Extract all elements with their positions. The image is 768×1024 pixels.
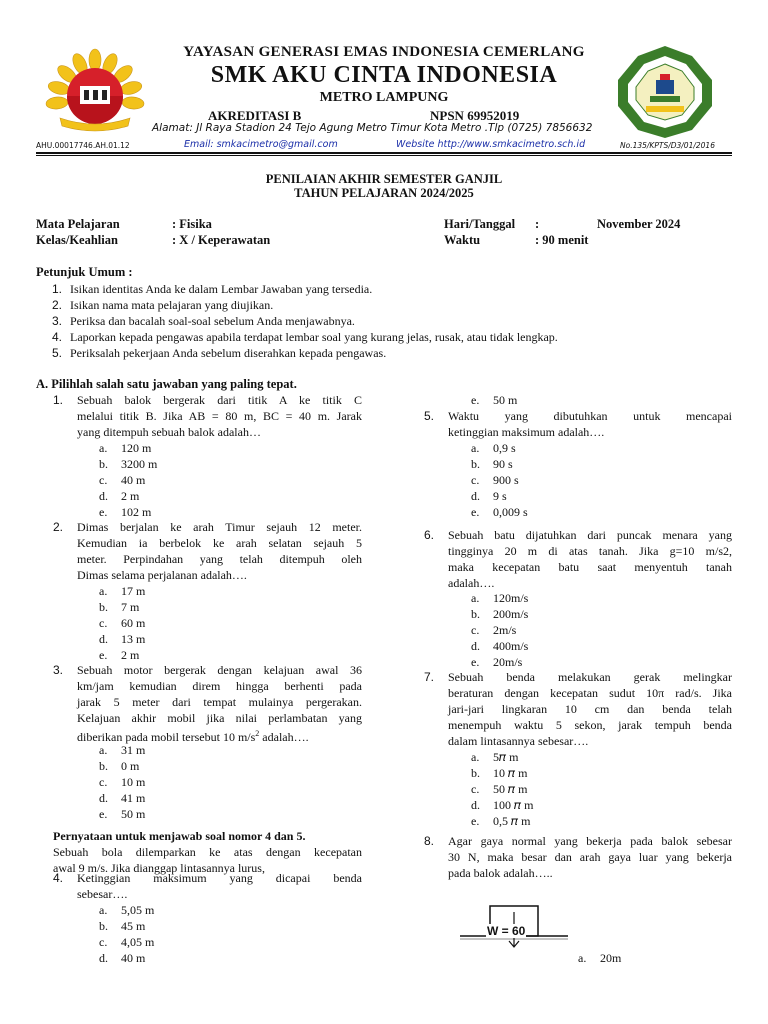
question-4-options[interactable] [99,902,154,966]
statement-heading: Pernyataan untuk menjawab soal nomor 4 dan 5. [53,829,306,843]
ahu-number: AHU.00017746.AH.01.12 [36,141,130,150]
exam-year: TAHUN PELAJARAN 2024/2025 [294,186,474,200]
question-5-options[interactable] [471,440,528,520]
answer-option: c. 2m/s [471,623,517,637]
kpts-number: No.135/KPTS/D3/01/2016 [620,141,715,150]
answer-option: e. 50 m [99,807,146,821]
subject-value: : Fisika [172,217,212,231]
answer-option: b. 90 s [471,457,513,471]
day-value: November 2024 [597,217,681,231]
question-7: Sebuah benda melakukan gerak melingkar beraturan dengan kecepatan sudut 10π rad/s. Jika jari-jari lingkaran 10 cm dan benda telah menempuh waktu 5 sekon, jarak tempuh benda dalam lintasannya sebesar…. [448,670,732,748]
answer-option: b. 0 m [99,759,140,773]
answer-option: d. 40 m [99,951,146,965]
answer-option: a. 5𝜋 m [471,750,519,764]
answer-option: b. 200m/s [471,607,529,621]
instructions-heading: Petunjuk Umum : [36,265,133,279]
answer-option: b. 10 𝜋 m [471,766,528,780]
answer-option: a. 31 m [99,743,146,757]
question-6: Sebuah batu dijatuhkan dari puncak menara yang tingginya 20 m di atas tanah. Jika g=10 m/s2, maka kecepatan batu saat menyentuh tanah adalah…. [448,528,732,590]
answer-option: a. 0,9 s [471,441,516,455]
section-a-heading: A. Pilihlah salah satu jawaban yang paling tepat. [36,377,297,391]
question-3-options[interactable] [99,742,145,822]
question-number: 8. [424,834,435,848]
answer-option: c. 4,05 m [99,935,155,949]
answer-option: c. 50 𝜋 m [471,782,528,796]
answer-option: e. 102 m [99,505,152,519]
question-1: Sebuah balok bergerak dari titik A ke titik C melalui titik B. Jika AB = 80 m, BC = 40 m. Jarak yang ditempuh sebuah balok adalah… [77,393,362,439]
school-city: METRO LAMPUNG [319,90,449,105]
answer-option: b. 7 m [99,600,140,614]
answer-option: d. 100 𝜋 m [471,798,534,812]
subject-label: Mata Pelajaran [36,217,120,231]
question-5: Waktu yang dibutuhkan untuk mencapai ketinggian maksimum adalah…. [448,409,732,439]
answer-option: d. 13 m [99,632,146,646]
answer-option: e. 0,5 𝜋 m [471,814,531,828]
day-colon: : [535,217,540,231]
instruction-item: 2. Isikan nama mata pelajaran yang diujikan. [52,298,274,312]
weight-label: W = 60 [487,924,526,938]
answer-option[interactable]: e. 50 m [471,393,518,407]
header-divider [36,152,732,154]
school-email[interactable]: Email: smkacimetro@gmail.com [184,139,338,150]
question-number: 4. [53,871,64,885]
school-name: SMK AKU CINTA INDONESIA [210,62,558,88]
answer-option: e. 2 m [99,648,140,662]
question-2-options[interactable] [99,583,145,663]
question-number: 2. [53,520,64,534]
exam-title: PENILAIAN AKHIR SEMESTER GANJIL [265,172,503,186]
answer-option: a. 120 m [99,441,152,455]
instruction-item: 3. Periksa dan bacalah soal-soal sebelum Anda menjawabnya. [52,314,355,328]
question-6-options[interactable] [471,590,528,670]
question-8: Agar gaya normal yang bekerja pada balok sebesar 30 N, maka besar dan arah gaya luar yang bekerja pada balok adalah….. [448,834,732,880]
class-value: : X / Keperawatan [172,233,271,247]
question-7-options[interactable] [471,749,533,829]
answer-option: d. 400m/s [471,639,529,653]
question-number: 5. [424,409,435,423]
answer-option: e. 20m/s [471,655,523,669]
answer-option: b. 45 m [99,919,146,933]
question-2: Dimas berjalan ke arah Timur sejauh 12 meter. Kemudian ia berbelok ke arah selatan sejauh 5 meter. Perpindahan yang telah ditempuh oleh Dimas selama perjalanan adalah…. [77,520,362,582]
foundation-name: YAYASAN GENERASI EMAS INDONESIA CEMERLANG [183,44,585,60]
answer-option: a. 5,05 m [99,903,155,917]
answer-option: a. 17 m [99,584,146,598]
accreditation: AKREDITASI B [208,108,302,123]
answer-option: a. 120m/s [471,591,529,605]
header-divider-thin [36,155,732,156]
question-4: Ketinggian maksimum yang dicapai benda sebesar…. [77,871,362,901]
class-label: Kelas/Keahlian [36,233,118,247]
npsn: NPSN 69952019 [430,108,520,123]
answer-option: d. 41 m [99,791,146,805]
instruction-item: 5. Periksalah pekerjaan Anda sebelum diserahkan kepada pengawas. [52,346,387,360]
school-address: Alamat: Jl Raya Stadion 24 Tejo Agung Metro Timur Kota Metro .Tlp (0725) 7856632 [152,122,593,134]
answer-option: b. 3200 m [99,457,158,471]
question-number: 1. [53,393,64,407]
answer-option[interactable]: a. 20m [578,951,622,965]
instruction-item: 1. Isikan identitas Anda ke dalam Lembar Jawaban yang tersedia. [52,282,373,296]
answer-option: d. 9 s [471,489,507,503]
instruction-item: 4. Laporkan kepada pengawas apabila terdapat lembar soal yang kurang jelas, rusak, atau tidak lengkap. [52,330,558,344]
answer-option: c. 10 m [99,775,146,789]
question-1-options[interactable] [99,440,157,520]
question-number: 3. [53,663,64,677]
answer-option: e. 0,009 s [471,505,528,519]
school-website[interactable]: Website http://www.smkacimetro.sch.id [396,139,586,150]
answer-option: c. 40 m [99,473,146,487]
answer-option: d. 2 m [99,489,140,503]
answer-option: c. 900 s [471,473,519,487]
instructions-list [52,281,752,361]
time-label: Waktu [444,233,481,247]
question-3: Sebuah motor bergerak dengan kelajuan awal 36 km/jam kemudian direm hingga berhenti pada jarak 5 meter dari tempat mulainya pergerakan. Kelajuan akhir mobil jika nilai perlambatan yang diberikan pada mobil tersebut 10 $m/s^2$ adalah…. [77,663,362,744]
day-label: Hari/Tanggal [444,217,516,231]
question-number: 6. [424,528,435,542]
statement-text: Sebuah bola dilemparkan ke atas dengan kecepatan awal 9 m/s. Jika dianggap lintasannya lurus, [53,845,362,875]
answer-option: c. 60 m [99,616,146,630]
time-value: : 90 menit [535,233,589,247]
question-number: 7. [424,670,435,684]
